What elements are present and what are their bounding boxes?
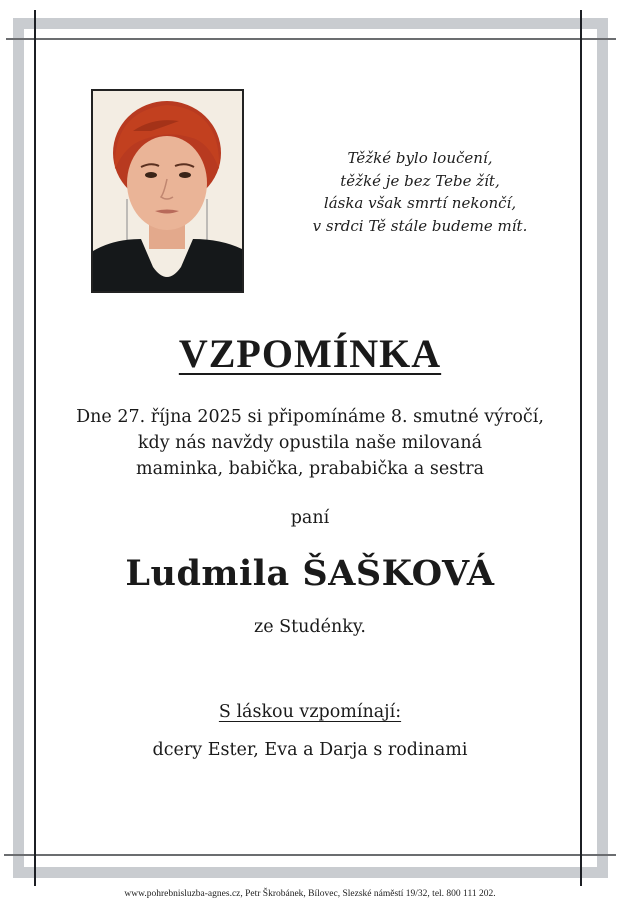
footer-contact: www.pohrebnisluzba-agnes.cz, Petr Škrobánek, Bílovec, Slezské náměstí 19/32, tel. 800 111 202. <box>124 889 496 899</box>
title-text: VZPOMÍNKA <box>178 331 442 376</box>
portrait-illustration <box>93 91 242 291</box>
announcement <box>20 404 600 482</box>
announcement-line: Dne 27. října 2025 si připomínáme 8. smutné výročí, <box>76 407 544 427</box>
top-rule <box>6 38 616 40</box>
family-signatories: dcery Ester, Eva a Darja s rodinami <box>152 740 468 760</box>
page-title <box>0 330 620 377</box>
deceased-name: Ludmila ŠAŠKOVÁ <box>125 553 495 594</box>
honorific: paní <box>290 508 330 528</box>
poem-line: těžké je bez Tebe žít, <box>340 171 500 190</box>
poem-line: Těžké bylo loučení, <box>347 149 493 167</box>
bottom-rule <box>4 854 616 856</box>
poem-line: láska však smrtí nekončí, <box>323 194 517 212</box>
announcement-line: kdy nás navždy opustila naše milovaná <box>137 433 483 453</box>
portrait-photo <box>91 89 244 293</box>
signoff-heading <box>0 702 620 722</box>
origin: ze Studénky. <box>254 617 366 637</box>
signoff-text: S láskou vzpomínají: <box>218 702 402 722</box>
poem-line: v srdci Tě stále budeme mít. <box>312 216 528 235</box>
announcement-line: maminka, babička, prababička a sestra <box>135 459 485 479</box>
poem <box>300 147 540 237</box>
